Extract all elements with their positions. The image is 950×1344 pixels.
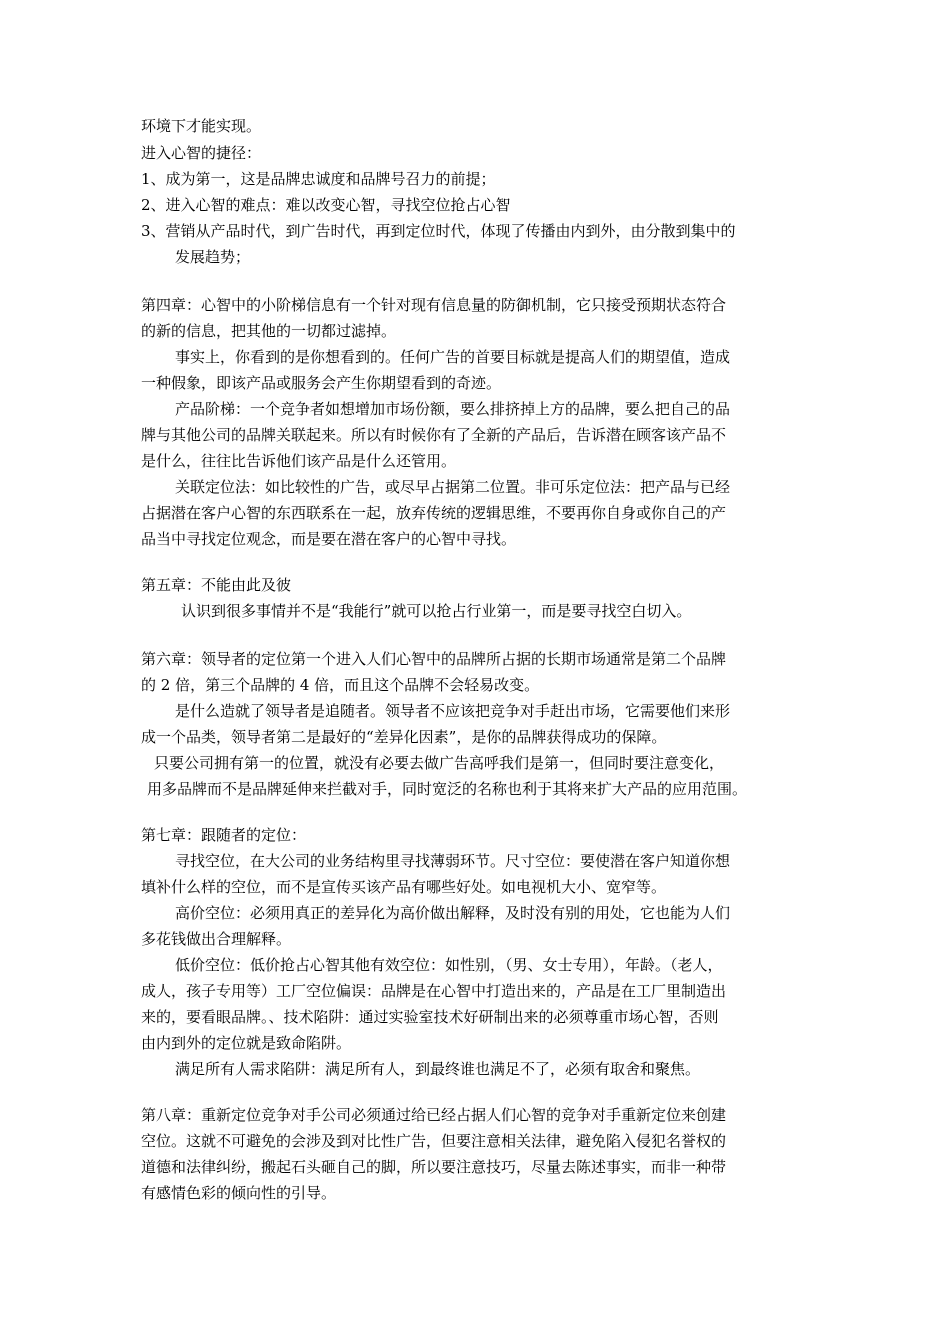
text-line: 低价空位：低价抢占心智其他有效空位：如性别，（男、女士专用），年龄。（老人，	[175, 956, 723, 974]
text-line: 关联定位法：如比较性的广告，或尽早占据第二位置。非可乐定位法：把产品与已经	[175, 478, 731, 496]
text-line: 多花钱做出合理解释。	[141, 930, 292, 948]
list-item: 2、进入心智的难点：难以改变心智，寻找空位抢占心智	[141, 196, 511, 214]
text-line: 的 2 倍，第三个品牌的 4 倍，而且这个品牌不会轻易改变。	[141, 676, 540, 694]
text-line: 发展趋势；	[175, 248, 251, 266]
chapter-heading: 第六章：领导者的定位第一个进入人们心智中的品牌所占据的长期市场通常是第二个品牌	[141, 650, 727, 668]
text-line: 一种假象，即该产品或服务会产生你期望看到的奇迹。	[141, 374, 502, 392]
text-line: 占据潜在客户心智的东西联系在一起，放弃传统的逻辑思维，不要再你自身或你自己的产	[141, 504, 727, 522]
text-line: 由内到外的定位就是致命陷阱。	[141, 1034, 352, 1052]
text-line: 用多品牌而不是品牌延伸来拦截对手，同时宽泛的名称也利于其将来扩大产品的应用范围。	[147, 780, 748, 798]
list-item: 1、成为第一，这是品牌忠诚度和品牌号召力的前提；	[141, 170, 496, 188]
text-line: 有感情色彩的倾向性的引导。	[141, 1184, 337, 1202]
text-line: 产品阶梯：一个竞争者如想增加市场份额，要么排挤掉上方的品牌，要么把自己的品	[175, 400, 731, 418]
text-line: 进入心智的捷径：	[141, 144, 262, 162]
text-line: 成一个品类，领导者第二是最好的“差异化因素”，是你的品牌获得成功的保障。	[141, 728, 667, 746]
list-item: 3、营销从产品时代，到广告时代，再到定位时代，体现了传播由内到外，由分散到集中的	[141, 222, 736, 240]
text-line: 是什么造就了领导者是追随者。领导者不应该把竞争对手赶出市场，它需要他们来形	[175, 702, 731, 720]
chapter-heading: 第四章：心智中的小阶梯信息有一个针对现有信息量的防御机制，它只接受预期状态符合	[141, 296, 727, 314]
chapter-heading: 第八章：重新定位竞争对手公司必须通过给已经占据人们心智的竞争对手重新定位来创建	[141, 1106, 727, 1124]
text-line: 来的，要看眼品牌。、技术陷阱：通过实验室技术好研制出来的必须尊重市场心智，否则	[141, 1008, 719, 1026]
text-line: 的新的信息，把其他的一切都过滤掉。	[141, 322, 397, 340]
text-line: 品当中寻找定位观念，而是要在潜在客户的心智中寻找。	[141, 530, 517, 548]
text-line: 填补什么样的空位，而不是宣传买该产品有哪些好处。如电视机大小、宽窄等。	[141, 878, 667, 896]
text-line: 事实上，你看到的是你想看到的。任何广告的首要目标就是提高人们的期望值，造成	[175, 348, 731, 366]
text-line: 高价空位：必须用真正的差异化为高价做出解释，及时没有别的用处，它也能为人们	[175, 904, 731, 922]
text-line: 寻找空位，在大公司的业务结构里寻找薄弱环节。尺寸空位：要使潜在客户知道你想	[175, 852, 731, 870]
text-line: 认识到很多事情并不是“我能行”就可以抢占行业第一，而是要寻找空白切入。	[181, 602, 692, 620]
text-line: 空位。这就不可避免的会涉及到对比性广告，但要注意相关法律，避免陷入侵犯名誉权的	[141, 1132, 727, 1150]
chapter-heading: 第五章：不能由此及彼	[141, 576, 292, 594]
text-line: 是什么，往往比告诉他们该产品是什么还管用。	[141, 452, 457, 470]
text-line: 环境下才能实现。	[141, 117, 262, 135]
text-line: 满足所有人需求陷阱：满足所有人，到最终谁也满足不了，必须有取舍和聚焦。	[175, 1060, 701, 1078]
text-line: 只要公司拥有第一的位置，就没有必要去做广告高呼我们是第一，但同时要注意变化，	[154, 754, 725, 772]
chapter-heading: 第七章：跟随者的定位：	[141, 826, 307, 844]
text-line: 成人，孩子专用等）工厂空位偏误：品牌是在心智中打造出来的，产品是在工厂里制造出	[141, 982, 727, 1000]
text-line: 牌与其他公司的品牌关联起来。所以有时候你有了全新的产品后，告诉潜在顾客该产品不	[141, 426, 727, 444]
text-line: 道德和法律纠纷，搬起石头砸自己的脚，所以要注意技巧，尽量去陈述事实，而非一种带	[141, 1158, 727, 1176]
